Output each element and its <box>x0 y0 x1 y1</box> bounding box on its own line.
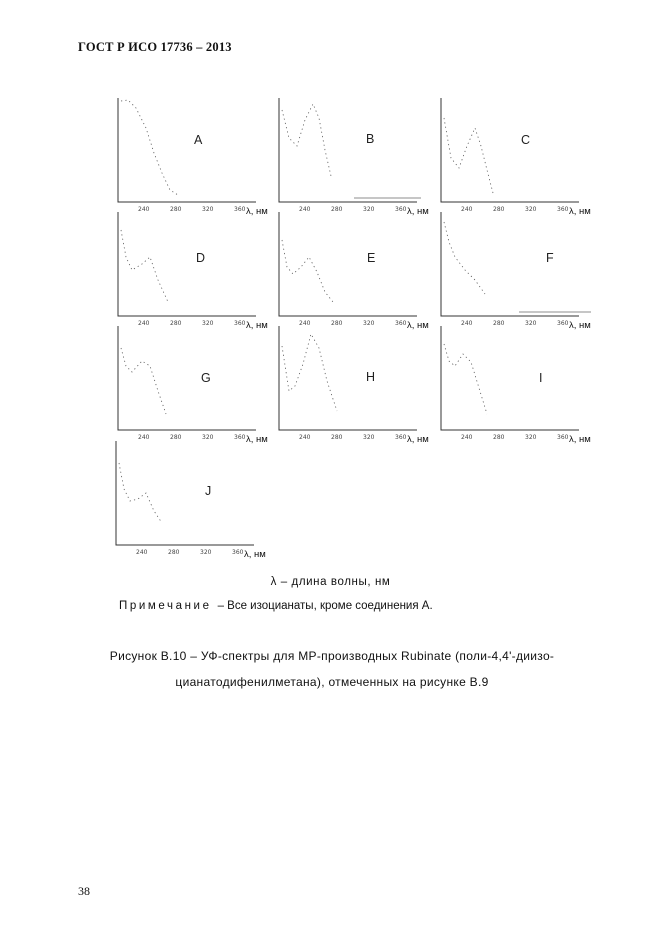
plot-axes <box>279 326 417 430</box>
tick-label: 240 <box>138 206 150 213</box>
tick-label: 240 <box>299 320 311 327</box>
spectrum-plot <box>118 98 278 216</box>
spectrum-panel-g <box>118 326 278 444</box>
spectrum-panel-c <box>441 98 601 216</box>
tick-label: 280 <box>493 320 505 327</box>
page-header: ГОСТ Р ИСО 17736 – 2013 <box>78 40 232 54</box>
tick-label: 320 <box>363 320 375 327</box>
tick-label: 240 <box>138 434 150 441</box>
tick-label: 280 <box>331 206 343 213</box>
tick-label: 280 <box>170 206 182 213</box>
plot-axes <box>118 326 256 430</box>
tick-label: 360 <box>395 320 407 327</box>
tick-label: 320 <box>200 549 212 556</box>
plot-axes <box>279 212 417 316</box>
spectrum-plot <box>441 326 601 444</box>
panel-letter: I <box>539 371 543 385</box>
tick-label: 280 <box>493 434 505 441</box>
tick-label: 240 <box>461 320 473 327</box>
spectrum-plot <box>279 212 439 330</box>
tick-label: 360 <box>232 549 244 556</box>
axis-unit-label: λ, нм <box>569 434 591 445</box>
spectrum-trace <box>444 222 485 294</box>
tick-label: 320 <box>525 206 537 213</box>
plot-axes <box>279 98 417 202</box>
plot-axes <box>441 212 579 316</box>
panel-letter: G <box>201 371 211 385</box>
tick-label: 240 <box>299 206 311 213</box>
tick-label: 320 <box>363 206 375 213</box>
tick-label: 280 <box>170 320 182 327</box>
tick-label: 320 <box>525 434 537 441</box>
tick-label: 320 <box>363 434 375 441</box>
axis-unit-label: λ, нм <box>246 206 268 217</box>
panel-letter: B <box>366 132 375 146</box>
spectrum-trace <box>282 240 333 302</box>
plot-axes <box>118 212 256 316</box>
tick-label: 360 <box>557 206 569 213</box>
spectrum-trace <box>444 118 493 193</box>
spectrum-plot <box>441 212 601 330</box>
tick-label: 360 <box>395 434 407 441</box>
tick-label: 280 <box>168 549 180 556</box>
spectrum-plot <box>279 326 439 444</box>
axis-unit-label: λ, нм <box>246 320 268 331</box>
figure-note <box>119 600 433 612</box>
tick-label: 360 <box>395 206 407 213</box>
spectrum-trace <box>121 100 178 195</box>
tick-label: 320 <box>525 320 537 327</box>
spectrum-trace <box>121 348 166 414</box>
note-text: – Все изоцианаты, кроме соединения А. <box>217 600 433 612</box>
tick-label: 280 <box>331 320 343 327</box>
spectrum-trace <box>282 334 337 411</box>
plot-axes <box>116 441 254 545</box>
tick-label: 280 <box>331 434 343 441</box>
spectrum-plot <box>118 326 278 444</box>
panel-letter: E <box>367 251 376 265</box>
tick-label: 360 <box>234 320 246 327</box>
spectrum-panel-b <box>279 98 439 216</box>
spectrum-plot <box>279 98 439 216</box>
plot-axes <box>441 326 579 430</box>
axis-unit-label: λ, нм <box>407 320 429 331</box>
caption-line-1: Рисунок В.10 – УФ-спектры для МР-производных Rubinate (поли-4,4'-диизо- <box>109 649 555 663</box>
panel-letter: F <box>546 251 554 265</box>
plot-axes <box>118 98 256 202</box>
figure-caption <box>90 643 574 695</box>
tick-label: 280 <box>493 206 505 213</box>
note-label: Примечание <box>119 600 212 612</box>
spectrum-plot <box>441 98 601 216</box>
caption-line-2: цианатодифенилметана), отмеченных на рисунке В.9 <box>175 675 489 689</box>
axis-unit-label: λ, нм <box>407 434 429 445</box>
spectrum-trace <box>444 344 487 414</box>
panel-letter: A <box>194 133 203 147</box>
spectrum-panel-j <box>116 441 276 559</box>
tick-label: 360 <box>234 206 246 213</box>
spectrum-trace <box>119 463 162 523</box>
tick-label: 240 <box>136 549 148 556</box>
axis-unit-label: λ, нм <box>407 206 429 217</box>
panel-letter: H <box>366 370 376 384</box>
axis-unit-label: λ, нм <box>244 549 266 560</box>
spectrum-plot <box>116 441 276 559</box>
spectrum-panel-a <box>118 98 278 216</box>
tick-label: 240 <box>461 206 473 213</box>
tick-label: 360 <box>557 434 569 441</box>
spectrum-trace <box>282 104 331 176</box>
tick-label: 320 <box>202 320 214 327</box>
tick-label: 240 <box>299 434 311 441</box>
axis-unit-label: λ, нм <box>569 206 591 217</box>
panel-letter: J <box>205 484 212 498</box>
tick-label: 360 <box>234 434 246 441</box>
page-number: 38 <box>78 884 90 898</box>
tick-label: 240 <box>461 434 473 441</box>
tick-label: 240 <box>138 320 150 327</box>
spectrum-panel-d <box>118 212 278 330</box>
plot-axes <box>441 98 579 202</box>
panel-letter: D <box>196 251 206 265</box>
axis-unit-label: λ, нм <box>569 320 591 331</box>
wavelength-legend: λ – длина волны, нм <box>270 576 391 588</box>
spectrum-panel-f <box>441 212 601 330</box>
spectrum-plot <box>118 212 278 330</box>
axis-unit-label: λ, нм <box>246 434 268 445</box>
spectrum-panel-e <box>279 212 439 330</box>
panel-letter: C <box>521 133 531 147</box>
spectrum-panel-i <box>441 326 601 444</box>
tick-label: 280 <box>170 434 182 441</box>
tick-label: 320 <box>202 434 214 441</box>
tick-label: 320 <box>202 206 214 213</box>
spectrum-panel-h <box>279 326 439 444</box>
tick-label: 360 <box>557 320 569 327</box>
spectrum-trace <box>121 230 168 302</box>
